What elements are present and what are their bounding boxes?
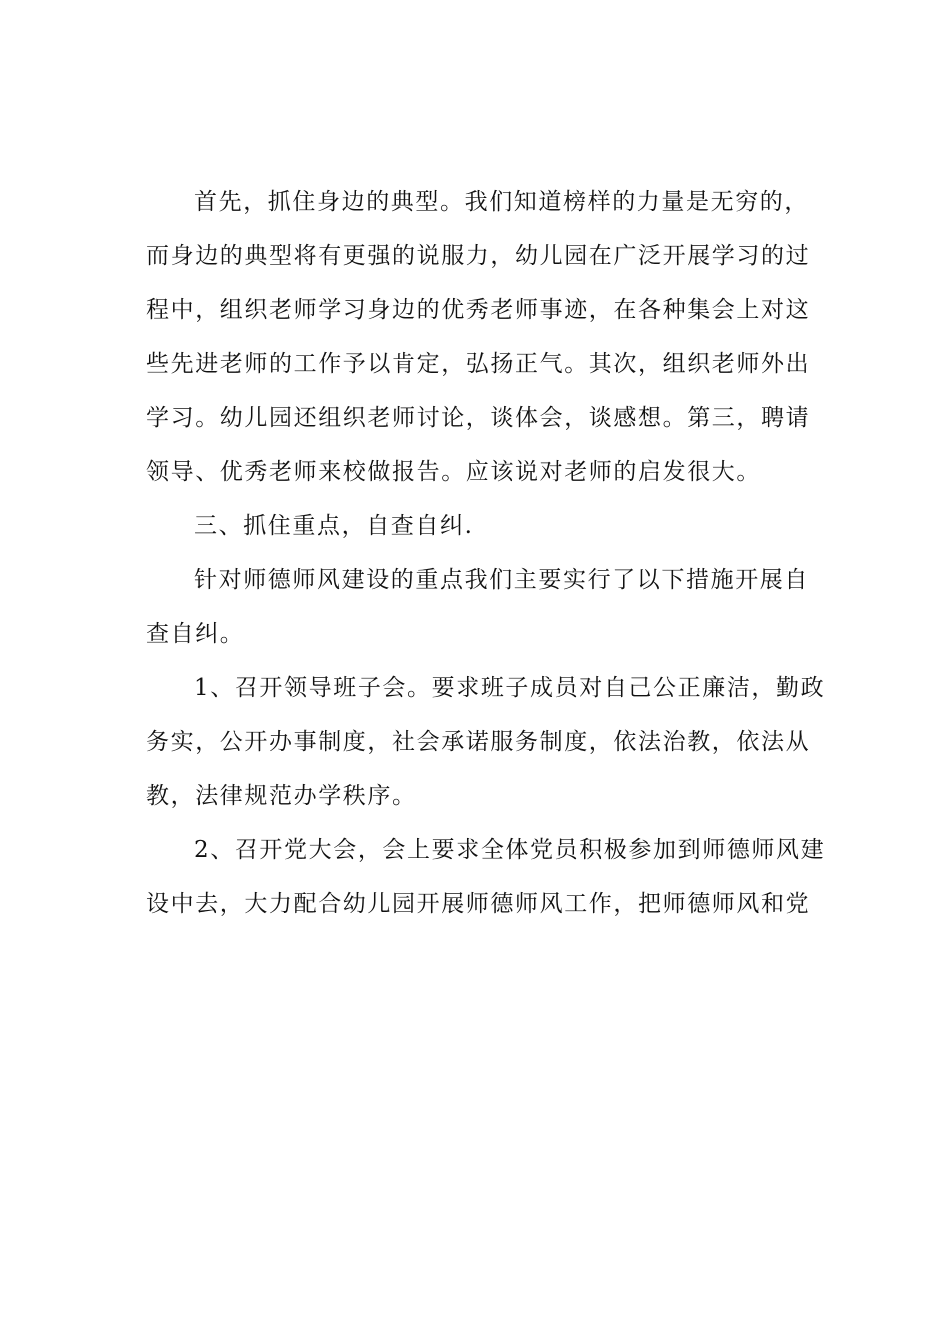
document-body bbox=[146, 175, 826, 931]
text-line-3: 程中，组织老师学习身边的优秀老师事迹，在各种集会上对这 bbox=[146, 297, 811, 323]
text-line-9: 查自纠。 bbox=[146, 621, 245, 647]
list-item-1-line-1: 1、召开领导班子会。要求班子成员对自己公正廉洁，勤政 bbox=[194, 675, 826, 701]
list-item-1-line-3: 教，法律规范办学秩序。 bbox=[146, 783, 417, 809]
text-line-5: 学习。幼儿园还组织老师讨论，谈体会，谈感想。第三，聘请 bbox=[146, 405, 811, 431]
text-line-8: 针对师德师风建设的重点我们主要实行了以下措施开展自 bbox=[194, 567, 809, 593]
text-line-1: 首先，抓住身边的典型。我们知道榜样的力量是无穷的， bbox=[194, 189, 809, 215]
text-line-4: 些先进老师的工作予以肯定，弘扬正气。其次，组织老师外出 bbox=[146, 351, 811, 377]
text-line-6: 领导、优秀老师来校做报告。应该说对老师的启发很大。 bbox=[146, 459, 761, 485]
text-line-2: 而身边的典型将有更强的说服力，幼儿园在广泛开展学习的过 bbox=[146, 243, 811, 269]
list-item-1-line-2: 务实，公开办事制度，社会承诺服务制度，依法治教，依法从 bbox=[146, 729, 811, 755]
list-item-2-line-1: 2、召开党大会，会上要求全体党员积极参加到师德师风建 bbox=[194, 837, 826, 863]
section-heading-3: 三、抓住重点，自查自纠. bbox=[194, 513, 474, 539]
list-item-2-line-2: 设中去，大力配合幼儿园开展师德师风工作，把师德师风和党 bbox=[146, 891, 811, 917]
